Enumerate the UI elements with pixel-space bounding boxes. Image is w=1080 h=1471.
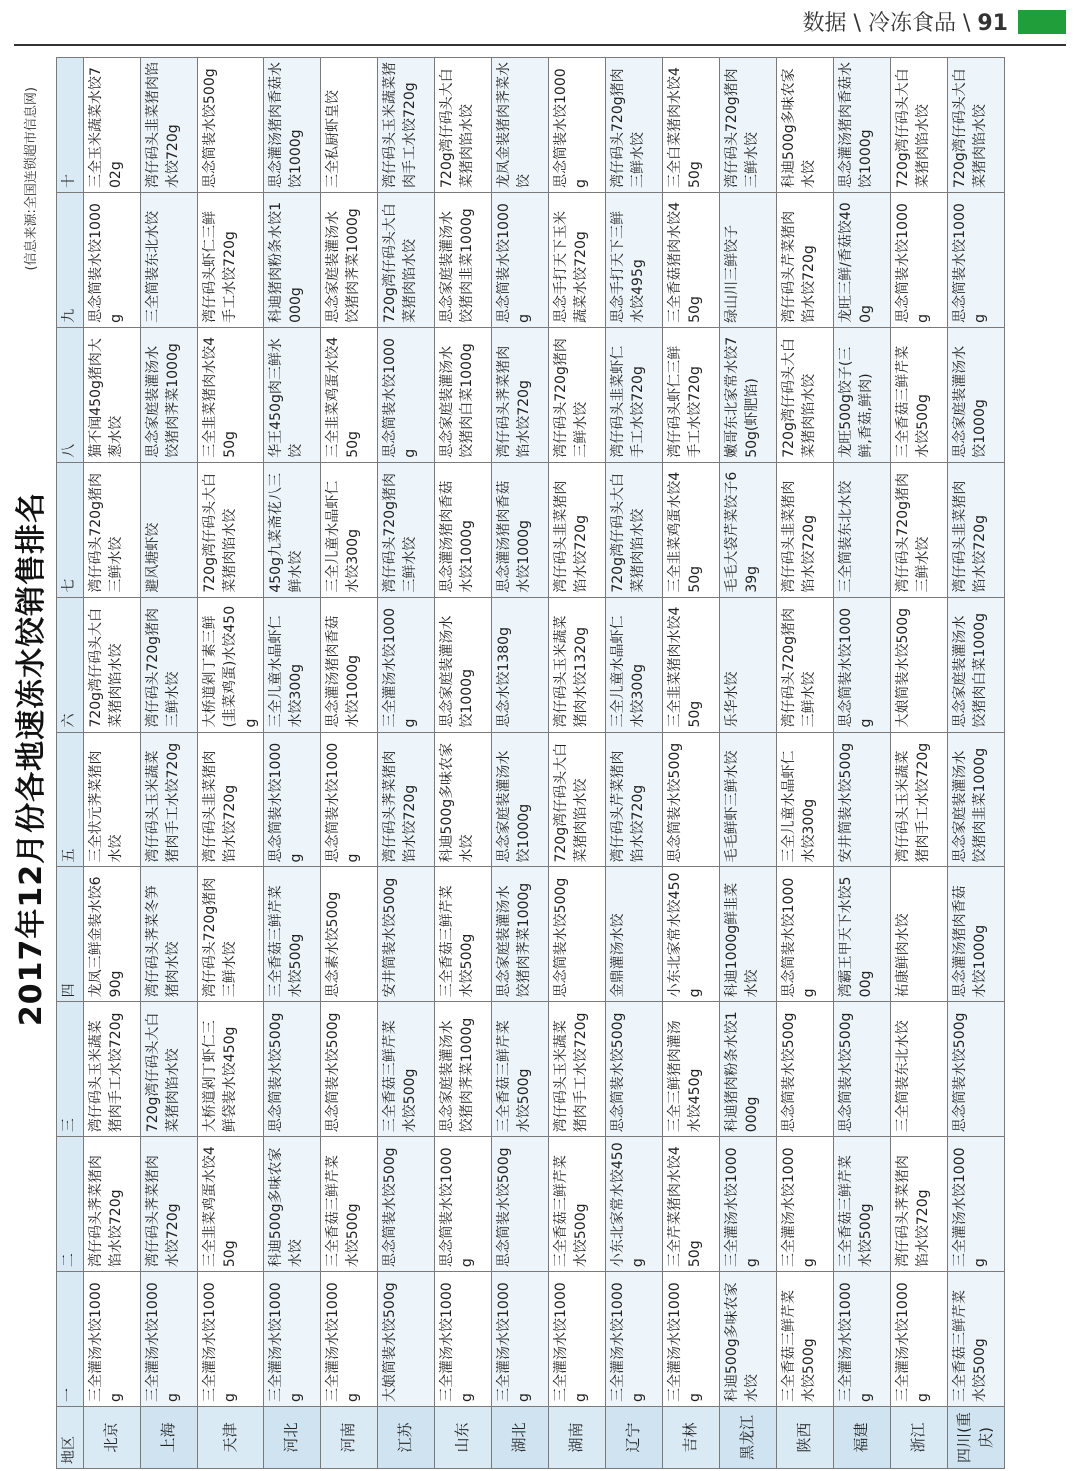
product-cell: 三全灌汤水饺1000g: [719, 1137, 776, 1272]
product-cell: 思念灌汤猪肉香菇水饺1000g: [320, 597, 377, 732]
table-row: [776, 58, 833, 1469]
product-cell: 思念简装水饺500g: [605, 1002, 662, 1137]
product-cell: 湾仔码头韭菜猪肉馅水饺720g: [776, 462, 833, 597]
table-row: [198, 58, 264, 1469]
table-row: [605, 58, 662, 1469]
product-cell: 思念家庭装灌汤水饺猪肉韭菜1000g: [434, 192, 491, 327]
page-title: 2017年12月份各地速冻水饺销售排名: [14, 491, 49, 1027]
table-row: [947, 58, 1004, 1469]
product-cell: 湾仔码头720g猪肉三鲜水饺: [890, 462, 947, 597]
product-cell: 绿山川三鲜饺子: [719, 192, 776, 327]
product-cell: 思念简装水饺1000g: [320, 732, 377, 867]
product-cell: 思念素水饺500g: [320, 867, 377, 1002]
product-cell: 三全灌汤水饺1000g: [377, 597, 434, 732]
product-cell: 湾仔码头韭菜猪肉馅水饺720g: [141, 58, 198, 193]
product-cell: 思念家庭装灌汤水饺猪肉荠菜1000g: [491, 867, 548, 1002]
product-cell: 三全灌汤水饺1000g: [776, 1137, 833, 1272]
product-cell: 科迪猪肉粉条水饺1000g: [719, 1002, 776, 1137]
product-cell: 安井简装水饺500g: [377, 867, 434, 1002]
product-cell: 思念简装水饺500g: [320, 1002, 377, 1137]
product-cell: 三全灌汤水饺1000g: [84, 1272, 141, 1407]
product-cell: 720g湾仔码头大白菜猪肉馅水饺: [84, 597, 141, 732]
region-cell: 天津: [198, 1407, 264, 1469]
product-cell: 湾仔码头虾仁三鲜手工水饺720g: [198, 192, 264, 327]
table-row: [491, 58, 548, 1469]
product-cell: 思念简装水饺500g: [377, 1137, 434, 1272]
product-cell: 三全灌汤水饺1000g: [263, 1272, 320, 1407]
product-cell: 三全灌汤水饺1000g: [833, 1272, 890, 1407]
product-cell: 思念家庭装灌汤水饺猪肉荠菜1000g: [434, 1002, 491, 1137]
region-cell: 吉林: [662, 1407, 719, 1469]
product-cell: 思念简装水饺1000g: [947, 192, 1004, 327]
product-cell: 乐华水饺: [719, 597, 776, 732]
product-cell: 思念简装水饺1000g: [84, 192, 141, 327]
page-number: 91: [977, 11, 1008, 36]
table-row: [141, 58, 198, 1469]
product-cell: 720g湾仔码头大白菜猪肉馅水饺: [890, 58, 947, 193]
product-cell: 三全灌汤水饺1000g: [434, 1272, 491, 1407]
product-cell: 720g湾仔码头大白菜猪肉馅水饺: [434, 58, 491, 193]
product-cell: 湾仔码头荠菜猪肉馅水饺720g: [377, 732, 434, 867]
page-header: [0, 0, 1080, 44]
table-row: [84, 58, 141, 1469]
product-cell: 三全芹菜猪肉水饺450g: [662, 1137, 719, 1272]
product-cell: 三全灌汤水饺1000g: [548, 1272, 605, 1407]
product-cell: 湾仔码头玉米蔬菜猪肉手工水饺720g: [84, 1002, 141, 1137]
sales-ranking-table: [56, 57, 1005, 1469]
product-cell: 三全灌汤水饺1000g: [491, 1272, 548, 1407]
product-cell: 小东北家常水饺450g: [662, 867, 719, 1002]
product-cell: 思念灌汤猪肉香菇水饺1000g: [833, 58, 890, 193]
product-cell: 湾仔码头荠菜猪肉馅水饺720g: [84, 1137, 141, 1272]
product-cell: 安井简装水饺500g: [833, 732, 890, 867]
product-cell: 720g湾仔码头大白菜猪肉馅水饺: [605, 462, 662, 597]
region-cell: 北京: [84, 1407, 141, 1469]
product-cell: 思念简装水饺500g: [833, 1002, 890, 1137]
product-cell: 三全简装东北水饺: [890, 1002, 947, 1137]
product-cell: 三全儿童水晶虾仁水饺300g: [320, 462, 377, 597]
product-cell: 450g九菜斋花八三鲜水饺: [263, 462, 320, 597]
product-cell: 湾仔码头玉米蔬菜猪肉手工水饺720g: [141, 732, 198, 867]
region-cell: 四川(重庆): [947, 1407, 1004, 1469]
table-row: [263, 58, 320, 1469]
product-cell: 三全简装东北水饺: [833, 462, 890, 597]
product-cell: 思念灌汤猪肉香菇水饺1000g: [434, 462, 491, 597]
product-cell: 思念家庭装灌汤水饺猪肉白菜1000g: [434, 327, 491, 462]
column-header-rank: 四: [57, 867, 84, 1002]
product-cell: 三全香菇三鲜芹菜水饺500g: [434, 867, 491, 1002]
product-cell: 避风塘虾饺: [141, 462, 198, 597]
table-row: [890, 58, 947, 1469]
product-cell: 龙凤金装猪肉荠菜水饺: [491, 58, 548, 193]
table-header-row: [57, 58, 84, 1469]
product-cell: 三全私厨虾皇饺: [320, 58, 377, 193]
product-cell: 思念家庭装灌汤水饺猪肉荠菜1000g: [320, 192, 377, 327]
product-cell: 科迪猪肉粉条水饺1000g: [263, 192, 320, 327]
product-cell: 三全香菇三鲜芹菜水饺500g: [833, 1137, 890, 1272]
product-cell: 毛毛大袋芹菜饺子639g: [719, 462, 776, 597]
product-cell: 湾仔码头720g猪肉三鲜水饺: [776, 597, 833, 732]
product-cell: 思念灌汤猪肉香菇水饺1000g: [947, 867, 1004, 1002]
table-row: [320, 58, 377, 1469]
product-cell: 思念简装水饺500g: [198, 58, 264, 193]
column-header-rank: 五: [57, 732, 84, 867]
product-cell: 思念简装水饺1000g: [434, 1137, 491, 1272]
product-cell: 三全白菜猪肉水饺450g: [662, 58, 719, 193]
region-cell: 浙江: [890, 1407, 947, 1469]
column-header-rank: 一: [57, 1272, 84, 1407]
product-cell: 嫩哥东北家常水饺750g(虾肥馅): [719, 327, 776, 462]
product-cell: 三全灌汤水饺1000g: [605, 1272, 662, 1407]
product-cell: 大娘简装水饺500g: [377, 1272, 434, 1407]
product-cell: 三全香菇三鲜芹菜水饺500g: [491, 1002, 548, 1137]
product-cell: 三全灌汤水饺1000g: [890, 1272, 947, 1407]
product-cell: 龙旺三鲜/香菇饺400g: [833, 192, 890, 327]
product-cell: 湾仔码头玉米蔬菜猪肉手工水饺720g: [890, 732, 947, 867]
product-cell: 湾仔码头玉米蔬菜猪肉手工水饺720g: [548, 1002, 605, 1137]
product-cell: 思念灌汤猪肉香菇水饺1000g: [491, 462, 548, 597]
product-cell: 思念简装水饺1000g: [776, 867, 833, 1002]
product-cell: 三全儿童水晶虾仁水饺300g: [776, 732, 833, 867]
product-cell: 思念简装水饺500g: [662, 732, 719, 867]
product-cell: 思念简装水饺500g: [548, 867, 605, 1002]
content-area: [0, 47, 1080, 1471]
product-cell: 湾仔码头韭菜猪肉馅水饺720g: [548, 462, 605, 597]
column-header-rank: 七: [57, 462, 84, 597]
region-cell: 湖南: [548, 1407, 605, 1469]
table-row: [548, 58, 605, 1469]
product-cell: 小东北家常水饺450g: [605, 1137, 662, 1272]
product-cell: 三全儿童水晶虾仁水饺300g: [263, 597, 320, 732]
product-cell: 三全玉米蔬菜水饺702g: [84, 58, 141, 193]
product-cell: 三全韭菜鸡蛋水饺450g: [320, 327, 377, 462]
product-cell: 思念简装水饺1000g: [377, 327, 434, 462]
product-cell: 三全香菇猪肉水饺450g: [662, 192, 719, 327]
product-cell: 毛毛鲜虾三鲜水饺: [719, 732, 776, 867]
column-header-rank: 十: [57, 58, 84, 193]
product-cell: 湾仔码头荠菜冬笋猪肉水饺: [141, 867, 198, 1002]
product-cell: 科迪500g多味农家水饺: [434, 732, 491, 867]
product-cell: 思念简装水饺500g: [491, 1137, 548, 1272]
product-cell: 三全韭菜鸡蛋水饺450g: [198, 1137, 264, 1272]
product-cell: 思念家庭装灌汤水饺猪肉韭菜1000g: [947, 732, 1004, 867]
product-cell: 思念手打天下玉米蔬菜水饺720g: [548, 192, 605, 327]
product-cell: 科迪1000g鲜韭菜水饺: [719, 867, 776, 1002]
product-cell: 三全儿童水晶虾仁水饺300g: [605, 597, 662, 732]
column-header-rank: 二: [57, 1137, 84, 1272]
product-cell: 湾仔码头720g猪肉三鲜水饺: [141, 597, 198, 732]
product-cell: 湾仔码头荠菜猪肉水饺720g: [141, 1137, 198, 1272]
table-row: [833, 58, 890, 1469]
product-cell: 湾仔码头720g猪肉三鲜水饺: [198, 867, 264, 1002]
product-cell: 三全香菇三鲜芹菜水饺500g: [263, 867, 320, 1002]
product-cell: 科迪500g多味农家水饺: [263, 1137, 320, 1272]
product-cell: 思念家庭装灌汤水饺猪肉白菜1000g: [947, 597, 1004, 732]
product-cell: 龙旺500g饺子(三鲜,香菇,鲜肉): [833, 327, 890, 462]
product-cell: 720g湾仔码头大白菜猪肉馅水饺: [141, 1002, 198, 1137]
column-header-rank: 三: [57, 1002, 84, 1137]
table-row: [434, 58, 491, 1469]
product-cell: 思念简装水饺1000g: [890, 192, 947, 327]
region-cell: 辽宁: [605, 1407, 662, 1469]
region-cell: 陕西: [776, 1407, 833, 1469]
product-cell: 思念手打天下三鲜水饺495g: [605, 192, 662, 327]
header-breadcrumb: [803, 6, 1008, 37]
header-separator: \: [962, 11, 978, 36]
region-cell: 福建: [833, 1407, 890, 1469]
product-cell: 思念家庭装灌汤水饺1000g: [947, 327, 1004, 462]
product-cell: 三全简装东北水饺: [141, 192, 198, 327]
product-cell: 思念水饺1380g: [491, 597, 548, 732]
source-note: (信息来源:全国连锁超市信息网): [24, 87, 39, 271]
product-cell: 金鼎灌汤水饺: [605, 867, 662, 1002]
product-cell: 湾仔码头720g猪肉三鲜水饺: [84, 462, 141, 597]
product-cell: 湾仔码头荠菜猪肉馅水饺720g: [491, 327, 548, 462]
product-cell: 三全香菇三鲜芹菜水饺500g: [377, 1002, 434, 1137]
region-cell: 湖北: [491, 1407, 548, 1469]
region-cell: 河北: [263, 1407, 320, 1469]
column-header-rank: 六: [57, 597, 84, 732]
product-cell: 猫不闻450g猪肉大葱水饺: [84, 327, 141, 462]
product-cell: 湾仔码头720g猪肉三鲜水饺: [377, 462, 434, 597]
region-cell: 江苏: [377, 1407, 434, 1469]
product-cell: 720g湾仔码头大白菜猪肉馅水饺: [198, 462, 264, 597]
product-cell: 三全韭菜猪肉水饺450g: [662, 597, 719, 732]
product-cell: 龙凤三鲜金装水饺690g: [84, 867, 141, 1002]
product-cell: 三全香菇三鲜芹菜水饺500g: [320, 1137, 377, 1272]
product-cell: 湾仔码头720g猪肉三鲜水饺: [605, 58, 662, 193]
product-cell: 湾仔码头韭菜猪肉馅水饺720g: [198, 732, 264, 867]
product-cell: 三全香菇三鲜芹菜水饺500g: [548, 1137, 605, 1272]
product-cell: 思念简装水饺1000g: [833, 597, 890, 732]
product-cell: 湾仔码头荠菜猪肉馅水饺720g: [890, 1137, 947, 1272]
column-header-rank: 九: [57, 192, 84, 327]
header-rule: [14, 44, 1066, 46]
region-cell: 上海: [141, 1407, 198, 1469]
product-cell: 湾仔码头玉米蔬菜猪肉手工水饺720g: [377, 58, 434, 193]
accent-block: [1018, 10, 1066, 34]
product-cell: 三全韭菜猪肉水饺450g: [198, 327, 264, 462]
product-cell: 湾仔码头720g猪肉三鲜水饺: [548, 327, 605, 462]
table-row: [377, 58, 434, 1469]
header-separator: \: [853, 11, 868, 36]
product-cell: 720g湾仔码头大白菜猪肉馅水饺: [776, 327, 833, 462]
product-cell: 大桥道剁丁素三鲜(韭菜鸡蛋)水饺450g: [198, 597, 264, 732]
table-body: [84, 58, 1005, 1469]
product-cell: 湾仔码头芹菜猪肉馅水饺720g: [776, 192, 833, 327]
product-cell: 科迪500g多味农家水饺: [719, 1272, 776, 1407]
product-cell: 科迪500g多味农家水饺: [776, 58, 833, 193]
product-cell: 思念简装水饺500g: [263, 1002, 320, 1137]
product-cell: 湾仔码头韭菜猪肉馅水饺720g: [947, 462, 1004, 597]
region-cell: 山东: [434, 1407, 491, 1469]
rotated-page: [0, 47, 1080, 1471]
product-cell: 三全状元荠菜猪肉水饺: [84, 732, 141, 867]
table-row: [719, 58, 776, 1469]
product-cell: 思念家庭装灌汤水饺1000g: [434, 597, 491, 732]
product-cell: 祐康鲜肉水饺: [890, 867, 947, 1002]
product-cell: 思念简装水饺500g: [776, 1002, 833, 1137]
product-cell: 思念简装水饺500g: [947, 1002, 1004, 1137]
header-section: 数据: [802, 11, 847, 36]
product-cell: 华王450g肉三鲜水饺: [263, 327, 320, 462]
product-cell: 思念简装水饺1000g: [491, 192, 548, 327]
product-cell: 三全灌汤水饺1000g: [141, 1272, 198, 1407]
table-row: [662, 58, 719, 1469]
product-cell: 三全灌汤水饺1000g: [662, 1272, 719, 1407]
product-cell: 720g湾仔码头大白菜猪肉馅水饺: [548, 732, 605, 867]
product-cell: 思念家庭装灌汤水饺1000g: [491, 732, 548, 867]
product-cell: 三全香菇三鲜芹菜水饺500g: [890, 327, 947, 462]
region-cell: 黑龙江: [719, 1407, 776, 1469]
product-cell: 思念简装水饺1000g: [548, 58, 605, 193]
product-cell: 三全灌汤水饺1000g: [320, 1272, 377, 1407]
product-cell: 湾仔码头芹菜猪肉馅水饺720g: [605, 732, 662, 867]
product-cell: 三全三鲜猪肉灌汤水饺450g: [662, 1002, 719, 1137]
column-header-rank: 八: [57, 327, 84, 462]
product-cell: 三全韭菜鸡蛋水饺450g: [662, 462, 719, 597]
product-cell: 思念简装水饺1000g: [263, 732, 320, 867]
product-cell: 思念家庭装灌汤水饺猪肉荠菜1000g: [141, 327, 198, 462]
product-cell: 三全灌汤水饺1000g: [947, 1137, 1004, 1272]
product-cell: 湾仔码头720g猪肉三鲜水饺: [719, 58, 776, 193]
product-cell: 720g湾仔码头大白菜猪肉馅水饺: [377, 192, 434, 327]
product-cell: 湾仔码头玉米蔬菜猪肉水饺1320g: [548, 597, 605, 732]
product-cell: 三全香菇三鲜芹菜水饺500g: [947, 1272, 1004, 1407]
product-cell: 思念灌汤猪肉香菇水饺1000g: [263, 58, 320, 193]
product-cell: 湾仔码头韭菜虾仁手工水饺720g: [605, 327, 662, 462]
product-cell: 大娘简装水饺500g: [890, 597, 947, 732]
column-header-region: 地区: [57, 1407, 84, 1469]
region-cell: 河南: [320, 1407, 377, 1469]
product-cell: 湾仔码头虾仁三鲜手工水饺720g: [662, 327, 719, 462]
product-cell: 720g湾仔码头大白菜猪肉馅水饺: [947, 58, 1004, 193]
product-cell: 湾霸王甲天下水饺500g: [833, 867, 890, 1002]
product-cell: 三全香菇三鲜芹菜水饺500g: [776, 1272, 833, 1407]
header-category: 冷冻食品: [867, 11, 956, 36]
product-cell: 大桥道剁丁虾仁三鲜袋装水饺450g: [198, 1002, 264, 1137]
product-cell: 三全灌汤水饺1000g: [198, 1272, 264, 1407]
